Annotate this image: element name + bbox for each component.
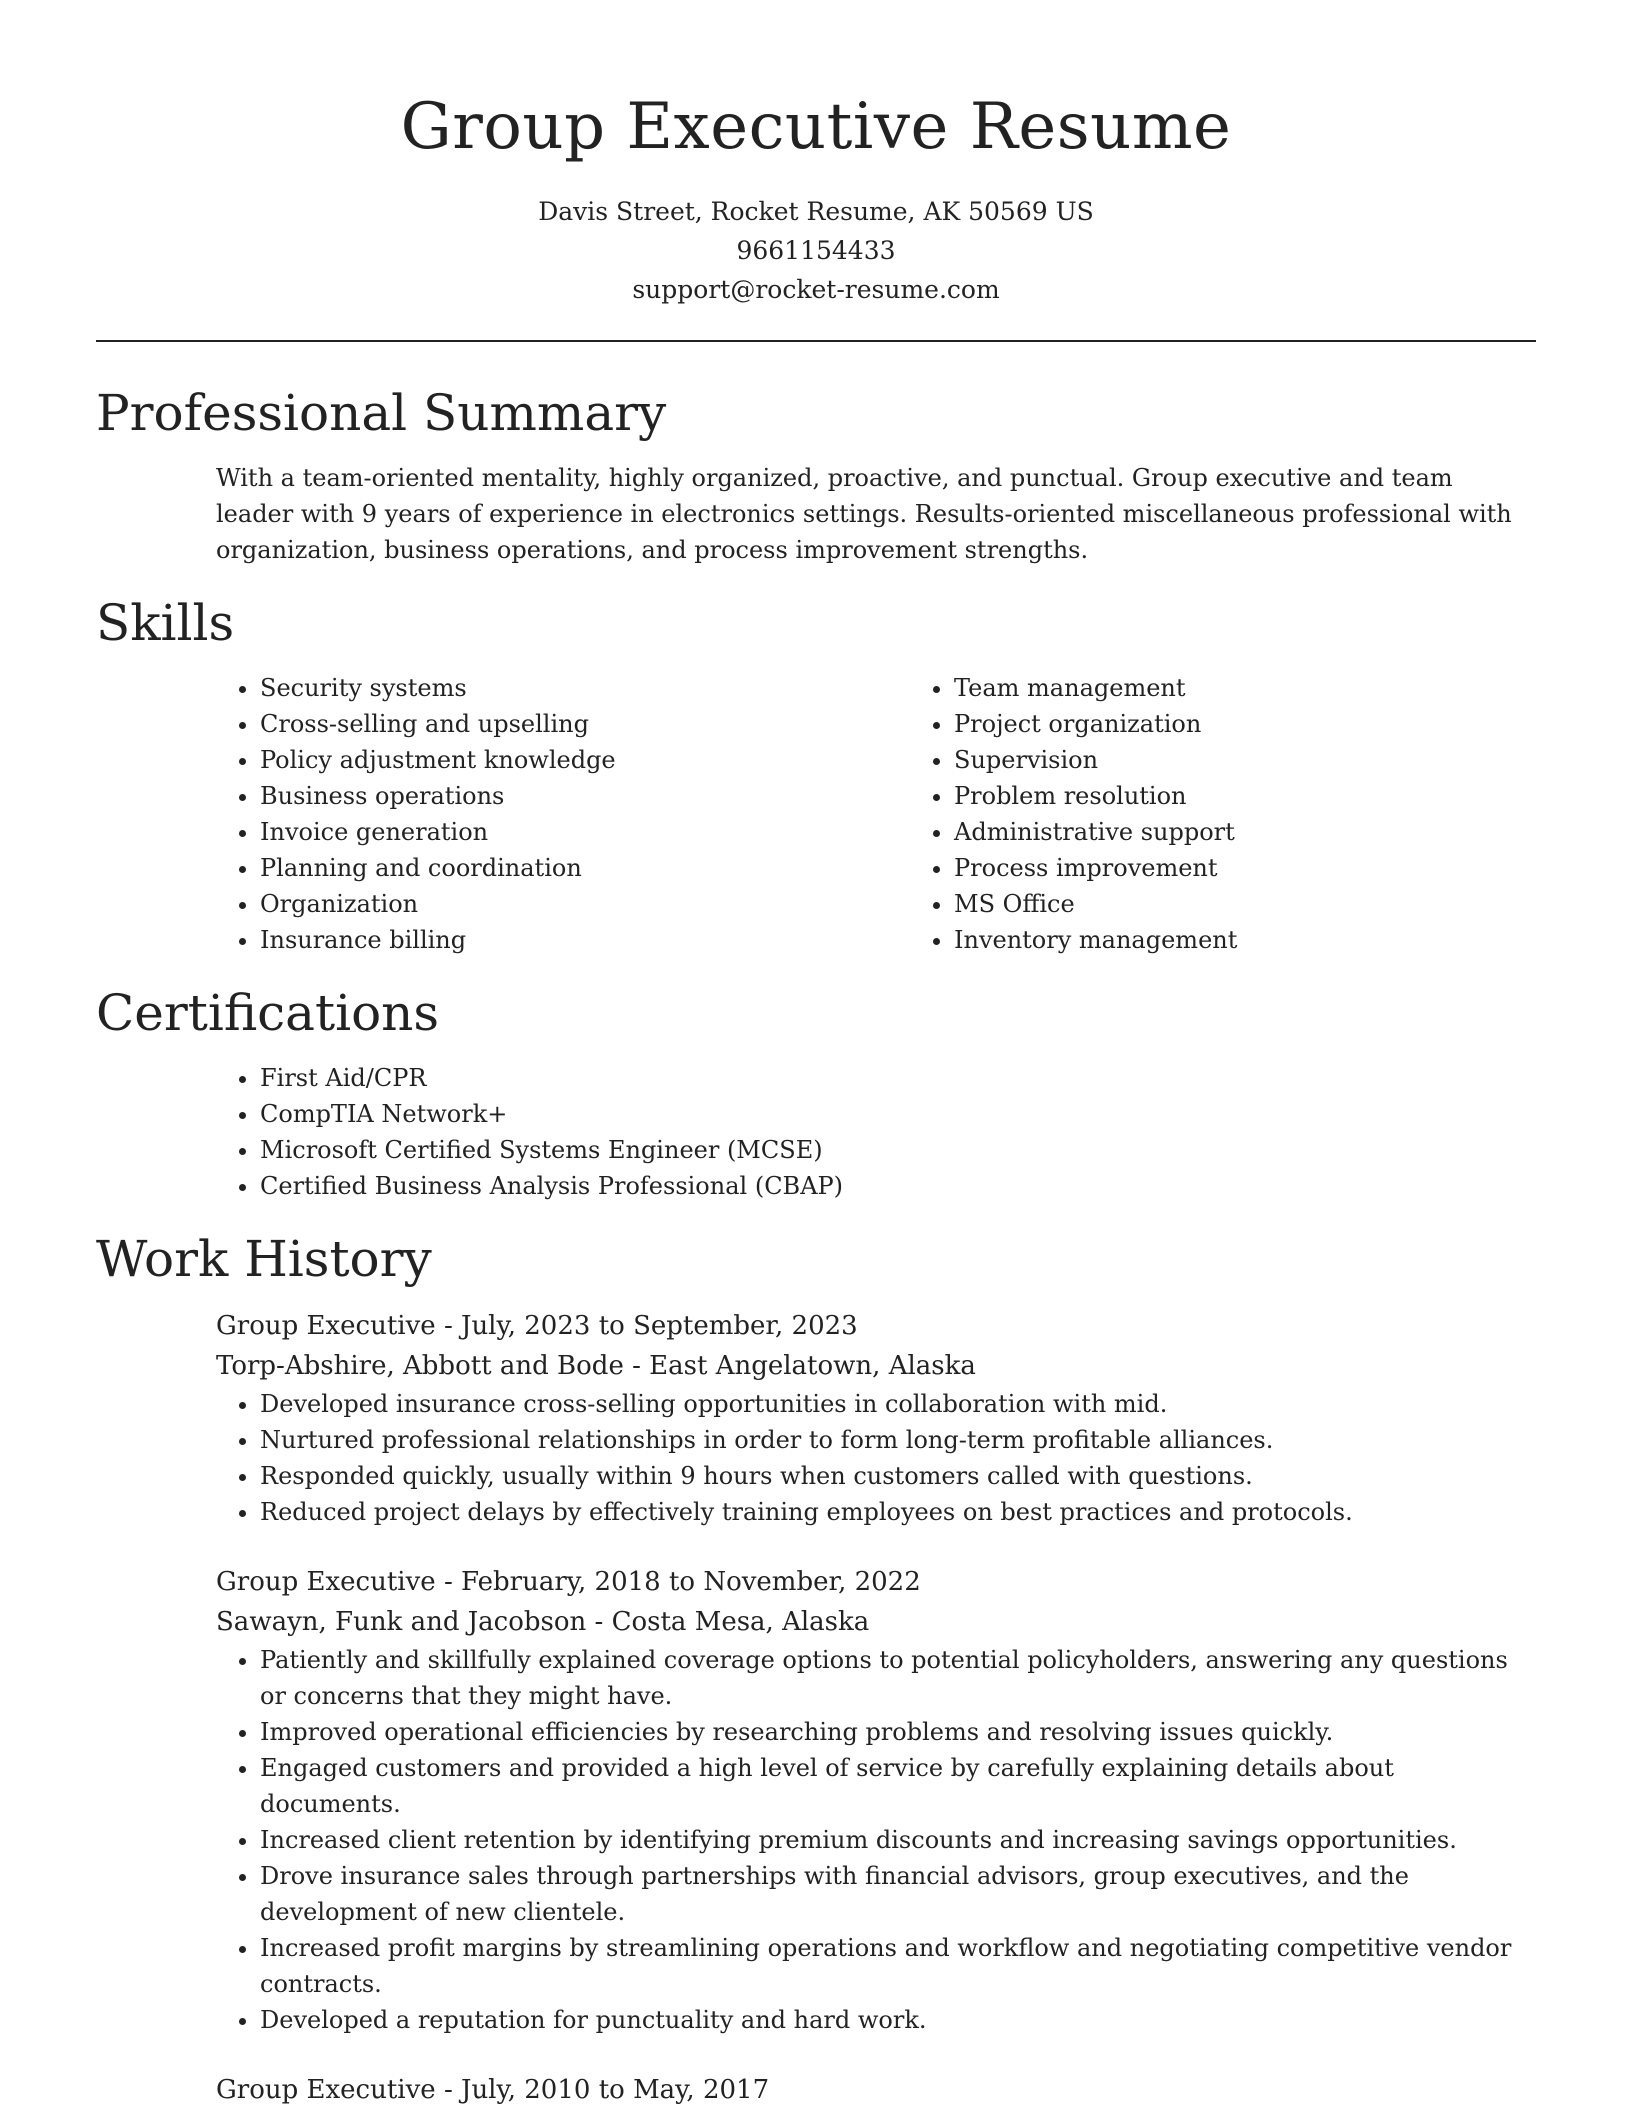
job-bullet: • Patiently and skillfully explained coverage options to potential policyholders, answering any questions or concerns that they might have. xyxy=(260,1642,1536,1714)
job-bullet: • Reduced project delays by effectively training employees on best practices and protocols. xyxy=(260,1494,1536,1530)
certification-item: • CompTIA Network+ xyxy=(260,1096,1632,1132)
job-entry xyxy=(0,1562,1632,2038)
job-bullet: • Responded quickly, usually within 9 hours when customers called with questions. xyxy=(260,1458,1536,1494)
skills-list xyxy=(0,670,1632,958)
job-title: Group Executive xyxy=(216,1311,436,1341)
job-dates: July, 2023 to September, 2023 xyxy=(461,1311,858,1341)
certification-item: • Microsoft Certified Systems Engineer (MCSE) xyxy=(260,1132,1632,1168)
skill-item: • Organization xyxy=(260,886,910,922)
certification-item: • Certified Business Analysis Professional (CBAP) xyxy=(260,1168,1632,1204)
skill-item: • Security systems xyxy=(260,670,910,706)
job-title-line: Group Executive - February, 2018 to November, 2022 xyxy=(216,1567,921,1597)
address: Davis Street, Rocket Resume, AK 50569 US xyxy=(538,197,1094,226)
job-bullet: • Increased profit margins by streamlining operations and workflow and negotiating competitive vendor contracts. xyxy=(260,1930,1536,2002)
skill-item: • Insurance billing xyxy=(260,922,910,958)
job-company: Torp-Abshire, Abbott and Bode xyxy=(216,1351,624,1381)
skill-item: • MS Office xyxy=(954,886,1554,922)
summary-heading: Professional Summary xyxy=(96,384,667,442)
skill-item: • Invoice generation xyxy=(260,814,910,850)
skill-item: • Process improvement xyxy=(954,850,1554,886)
job-bullets xyxy=(216,1386,1536,1530)
certifications-bullets xyxy=(216,1060,1632,1204)
job-bullet: • Increased client retention by identifying premium discounts and increasing savings opportunities. xyxy=(260,1822,1536,1858)
skill-item: • Inventory management xyxy=(954,922,1554,958)
job-location: Costa Mesa, Alaska xyxy=(611,1607,870,1637)
certifications-heading: Certifications xyxy=(96,984,440,1042)
skill-item: • Planning and coordination xyxy=(260,850,910,886)
skill-item: • Problem resolution xyxy=(954,778,1554,814)
job-bullet: • Developed a reputation for punctuality and hard work. xyxy=(260,2002,1536,2038)
skills-column-left xyxy=(216,670,910,958)
resume-title: Group Executive Resume xyxy=(400,90,1232,164)
skills-column-right xyxy=(910,670,1554,958)
skill-item: • Policy adjustment knowledge xyxy=(260,742,910,778)
skill-item: • Supervision xyxy=(954,742,1554,778)
skill-item: • Administrative support xyxy=(954,814,1554,850)
job-dates: February, 2018 to November, 2022 xyxy=(461,1567,921,1597)
job-entry xyxy=(0,2070,1632,2110)
job-company-line: Torp-Abshire, Abbott and Bode - East Angelatown, Alaska xyxy=(216,1351,976,1381)
job-dates: July, 2010 to May, 2017 xyxy=(461,2075,770,2105)
job-company: Sawayn, Funk and Jacobson xyxy=(216,1607,587,1637)
job-entry xyxy=(0,1306,1632,1530)
job-bullet: • Developed insurance cross-selling opportunities in collaboration with mid. xyxy=(260,1386,1536,1422)
skill-item: • Business operations xyxy=(260,778,910,814)
email-address: support@rocket-resume.com xyxy=(632,275,1000,304)
job-title: Group Executive xyxy=(216,2075,436,2105)
job-bullet: • Improved operational efficiencies by researching problems and resolving issues quickly. xyxy=(260,1714,1536,1750)
phone-number: 9661154433 xyxy=(736,236,896,265)
job-company-line: Sawayn, Funk and Jacobson - Costa Mesa, Alaska xyxy=(216,1607,870,1637)
job-bullet: • Drove insurance sales through partnerships with financial advisors, group executives, and the development of new clientele. xyxy=(260,1858,1536,1930)
certification-item: • First Aid/CPR xyxy=(260,1060,1632,1096)
contact-info xyxy=(0,192,1632,309)
skill-item: • Team management xyxy=(954,670,1554,706)
skill-item: • Project organization xyxy=(954,706,1554,742)
job-title-line: Group Executive - July, 2023 to September, 2023 xyxy=(216,1311,858,1341)
work-history-heading: Work History xyxy=(96,1230,432,1288)
job-bullet: • Engaged customers and provided a high level of service by carefully explaining details about documents. xyxy=(260,1750,1536,1822)
job-title: Group Executive xyxy=(216,1567,436,1597)
summary-text: With a team-oriented mentality, highly organized, proactive, and punctual. Group executive and team leader with 9 years of experience in electronics settings. Results-oriented miscellaneous professional with organization, business operations, and process improvement strengths. xyxy=(216,464,1512,564)
header-divider xyxy=(96,340,1536,342)
resume-header xyxy=(0,0,1632,309)
job-bullet: • Nurtured professional relationships in order to form long-term profitable alliances. xyxy=(260,1422,1536,1458)
job-location: East Angelatown, Alaska xyxy=(649,1351,976,1381)
certifications-list xyxy=(0,1060,1632,1204)
skills-heading: Skills xyxy=(96,594,235,652)
job-bullets xyxy=(216,1642,1536,2038)
skill-item: • Cross-selling and upselling xyxy=(260,706,910,742)
job-title-line: Group Executive - July, 2010 to May, 2017 xyxy=(216,2075,770,2105)
